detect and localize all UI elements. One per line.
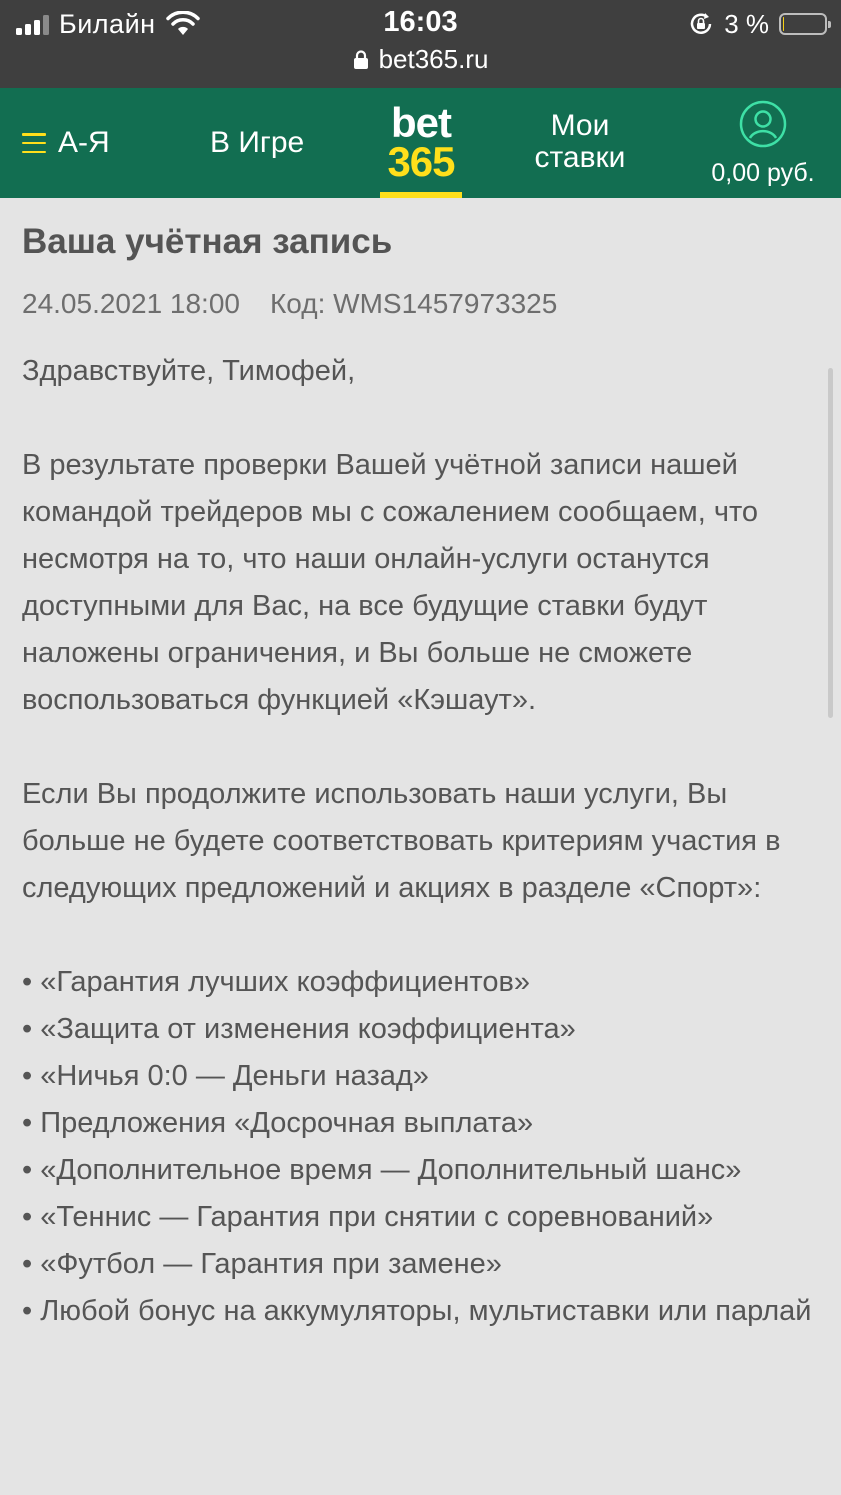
logo-365-text: 365 (387, 138, 455, 185)
status-bar (0, 0, 841, 88)
bet365-logo[interactable] (380, 99, 462, 185)
list-item: • «Футбол — Гарантия при замене» (22, 1241, 822, 1288)
scrollbar[interactable] (828, 368, 833, 718)
status-right (688, 8, 827, 40)
battery-level (783, 17, 784, 31)
offers-list (22, 959, 822, 1335)
url-text: bet365.ru (378, 44, 489, 74)
rotation-lock-icon (688, 11, 714, 37)
account-button[interactable] (700, 100, 826, 188)
lock-icon (353, 50, 369, 70)
my-bets-label-line2: ставки (534, 141, 626, 174)
battery-percent: 3 % (724, 8, 769, 39)
list-item: • Предложения «Досрочная выплата» (22, 1100, 822, 1147)
account-balance: 0,00 руб. (711, 159, 815, 187)
user-avatar-icon (739, 100, 787, 148)
battery-icon (779, 13, 827, 35)
message-date: 24.05.2021 18:00 (22, 288, 240, 319)
address-bar[interactable] (0, 44, 841, 75)
message-title: Ваша учётная запись (22, 222, 393, 261)
list-item: • «Защита от изменения коэффициента» (22, 1006, 822, 1053)
my-bets-link[interactable] (510, 110, 650, 174)
paragraph-restrictions: В результате проверки Вашей учётной записи нашей командой трейдеров мы с сожалением сообщаем, что несмотря на то, что наши онлайн-услуги останутся доступными для Вас, на все будущие ставки будут наложены ограничения, и Вы больше не сможете воспользоваться функцией «Кэшаут». (22, 449, 759, 716)
carrier-name: Билайн (59, 8, 156, 39)
az-menu-button[interactable] (22, 126, 110, 160)
paragraph-eligibility: Если Вы продолжите использовать наши услуги, Вы больше не будете соответствовать критериям участия в следующих предложений и акциях в разделе «Спорт»: (22, 778, 781, 904)
message-meta (22, 288, 557, 320)
inplay-link[interactable]: В Игре (210, 126, 305, 159)
clock: 16:03 (383, 6, 458, 38)
list-item: • «Теннис — Гарантия при снятии с соревнований» (22, 1194, 822, 1241)
greeting: Здравствуйте, Тимофей, (22, 355, 356, 387)
message-content (0, 198, 841, 1495)
my-bets-label-line1: Мои (550, 109, 610, 142)
site-header (0, 88, 841, 198)
list-item: • «Ничья 0:0 — Деньги назад» (22, 1053, 822, 1100)
list-item: • «Дополнительное время — Дополнительный шанс» (22, 1147, 822, 1194)
hamburger-icon (22, 133, 46, 153)
message-code: Код: WMS1457973325 (269, 288, 558, 319)
logo-bet-text: bet (391, 99, 451, 146)
list-item: • «Гарантия лучших коэффициентов» (22, 959, 822, 1006)
az-menu-label: А-Я (58, 126, 110, 159)
message-body (22, 348, 822, 1335)
list-item: • Любой бонус на аккумуляторы, мультиставки или парлай (22, 1288, 822, 1335)
